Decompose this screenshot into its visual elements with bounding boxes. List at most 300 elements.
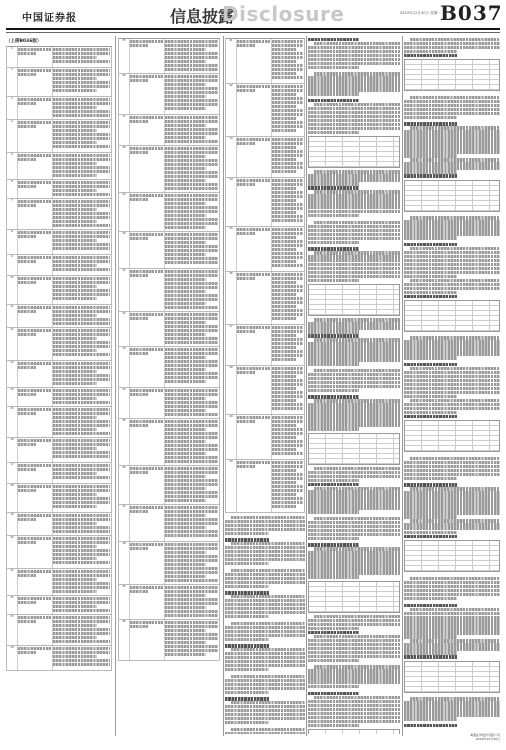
row-number: 42 — [226, 84, 237, 136]
text-line — [404, 647, 500, 650]
text-line — [231, 622, 305, 625]
text-line — [404, 46, 500, 49]
subheading — [404, 655, 457, 658]
text-line — [404, 515, 457, 518]
disclosure-table — [225, 38, 305, 513]
table-row — [7, 153, 112, 180]
text-line — [404, 597, 457, 600]
row-title — [129, 193, 165, 231]
text-line — [404, 585, 500, 588]
section-title: 信息披露 — [170, 7, 235, 26]
text-line — [225, 705, 305, 708]
text-line — [231, 516, 305, 519]
data-table — [404, 300, 500, 332]
subheading — [308, 334, 359, 337]
table-row — [119, 39, 220, 74]
table-row — [226, 39, 305, 84]
row-title — [17, 646, 53, 670]
subheading — [308, 395, 359, 398]
subheading — [308, 247, 359, 250]
text-line — [308, 84, 400, 87]
row-detail — [52, 305, 111, 327]
text-line — [404, 271, 500, 274]
subheading — [225, 697, 269, 700]
row-detail — [52, 388, 111, 406]
table-row — [119, 232, 220, 269]
text-line — [225, 524, 305, 527]
text-line — [308, 210, 400, 213]
row-detail — [271, 272, 304, 322]
text-line — [404, 713, 500, 716]
row-title — [129, 39, 165, 73]
row-detail — [164, 115, 219, 145]
row-detail — [52, 615, 111, 645]
row-detail — [52, 68, 111, 94]
table-row — [7, 120, 112, 153]
column-divider — [306, 36, 307, 736]
dateline: 2019年12月30日 星期一 — [400, 11, 441, 15]
row-title — [17, 484, 53, 512]
text-line — [404, 709, 500, 712]
row-number: 19 — [7, 513, 18, 535]
row-title — [17, 47, 53, 67]
row-detail — [164, 505, 219, 539]
row-title — [236, 84, 272, 136]
row-detail — [52, 180, 111, 198]
text-line — [404, 391, 500, 394]
text-line — [404, 651, 457, 654]
row-detail — [52, 153, 111, 179]
text-line — [410, 457, 500, 460]
row-detail — [164, 585, 219, 619]
row-number: 3 — [7, 97, 18, 119]
text-line — [308, 639, 400, 642]
text-line — [404, 267, 500, 270]
text-line — [404, 705, 500, 708]
text-line — [225, 603, 305, 606]
text-line — [308, 50, 400, 53]
row-number: 20 — [7, 536, 18, 568]
row-number: 34 — [119, 388, 130, 418]
text-line — [308, 92, 359, 95]
text-line — [404, 154, 457, 157]
text-line — [308, 131, 359, 134]
text-line — [308, 111, 400, 114]
row-number: 23 — [7, 615, 18, 645]
column-divider — [115, 36, 116, 736]
row-number: 6 — [7, 180, 18, 198]
text-line — [308, 194, 400, 197]
table-row — [7, 463, 112, 484]
table-row — [119, 419, 220, 466]
text-line — [308, 182, 359, 185]
text-line — [308, 88, 400, 91]
table-row — [119, 388, 220, 419]
data-table — [404, 59, 500, 91]
text-line — [308, 80, 400, 83]
text-line — [404, 263, 500, 266]
text-line — [404, 631, 500, 634]
text-line — [308, 241, 359, 244]
text-line — [308, 263, 400, 266]
body-text — [404, 38, 500, 727]
text-line — [308, 724, 359, 727]
text-line — [404, 255, 500, 258]
text-line — [308, 521, 400, 524]
row-title — [236, 460, 272, 512]
text-line — [404, 344, 500, 347]
text-line — [308, 563, 400, 566]
table-row — [7, 328, 112, 361]
text-line — [308, 655, 400, 658]
text-line — [308, 559, 400, 562]
row-number: 33 — [119, 347, 130, 387]
subheading — [404, 54, 457, 57]
text-line — [410, 336, 500, 339]
text-line — [308, 389, 359, 392]
text-line — [308, 427, 359, 430]
table-row — [7, 569, 112, 596]
row-detail — [164, 620, 219, 658]
text-line — [410, 487, 500, 490]
text-line — [308, 267, 400, 270]
row-title — [236, 178, 272, 226]
row-detail — [164, 232, 219, 266]
text-line — [225, 626, 305, 629]
text-line — [314, 635, 400, 638]
row-number: 32 — [119, 312, 130, 346]
text-line — [404, 589, 500, 592]
row-detail — [164, 542, 219, 584]
row-number: 10 — [7, 276, 18, 304]
row-title — [129, 585, 165, 619]
issuer-name: 海通证券股份有限公司 — [469, 733, 500, 737]
subheading — [308, 483, 359, 486]
subheading — [225, 644, 269, 647]
text-line — [410, 158, 500, 161]
row-number: 30 — [119, 232, 130, 268]
row-title — [129, 620, 165, 660]
table-row — [226, 84, 305, 137]
table-row — [7, 407, 112, 438]
row-title — [129, 74, 165, 114]
text-line — [308, 275, 400, 278]
text-line — [308, 669, 400, 672]
text-line — [308, 506, 400, 509]
text-line — [314, 517, 400, 520]
table-row — [7, 276, 112, 305]
text-line — [404, 138, 500, 141]
text-line — [225, 683, 305, 686]
text-line — [314, 318, 400, 321]
table-row — [7, 513, 112, 536]
subheading — [308, 543, 359, 546]
text-line — [308, 54, 400, 57]
row-title — [17, 407, 53, 437]
table-row — [119, 542, 220, 585]
text-line — [308, 342, 400, 345]
row-detail — [52, 536, 111, 566]
data-table — [308, 433, 400, 465]
text-line — [404, 581, 500, 584]
text-line — [225, 691, 269, 694]
text-line — [308, 381, 400, 384]
table-row — [7, 361, 112, 388]
text-line — [314, 696, 400, 699]
text-line — [404, 499, 500, 502]
text-line — [404, 50, 457, 53]
text-line — [225, 528, 305, 531]
row-title — [129, 232, 165, 268]
text-line — [404, 142, 500, 145]
row-title — [17, 120, 53, 152]
text-line — [308, 537, 359, 540]
column-4 — [308, 38, 400, 734]
text-line — [308, 202, 400, 205]
text-line — [308, 619, 400, 622]
text-line — [404, 531, 457, 534]
text-line — [225, 554, 305, 557]
text-line — [314, 369, 400, 372]
text-line — [308, 659, 359, 662]
row-detail — [52, 255, 111, 273]
text-line — [308, 551, 400, 554]
text-line — [314, 467, 400, 470]
text-line — [308, 555, 400, 558]
subheading — [404, 604, 457, 607]
subheading — [404, 243, 457, 246]
subheading — [308, 631, 359, 634]
row-number: 1 — [7, 47, 18, 67]
text-line — [404, 220, 500, 223]
text-line — [410, 697, 500, 700]
text-line — [404, 236, 457, 239]
row-detail — [164, 74, 219, 112]
text-line — [308, 119, 400, 122]
table-row — [7, 230, 112, 255]
row-detail — [164, 193, 219, 231]
text-line — [225, 577, 305, 580]
row-number: 5 — [7, 153, 18, 179]
row-detail — [52, 230, 111, 252]
text-line — [404, 116, 457, 119]
row-detail — [271, 137, 304, 175]
text-line — [308, 214, 359, 217]
text-line — [308, 407, 400, 410]
text-line — [404, 593, 500, 596]
text-line — [308, 385, 400, 388]
text-line — [314, 103, 400, 106]
text-line — [225, 732, 305, 734]
text-line — [225, 721, 269, 724]
text-line — [308, 502, 400, 505]
text-line — [404, 407, 500, 410]
text-line — [308, 259, 400, 262]
text-line — [404, 259, 500, 262]
row-number: 22 — [7, 596, 18, 614]
text-line — [404, 403, 500, 406]
row-title — [17, 276, 53, 304]
row-title — [17, 230, 53, 254]
text-line — [308, 58, 400, 61]
text-line — [308, 415, 400, 418]
text-line — [404, 228, 500, 231]
text-line — [308, 708, 400, 711]
newspaper-brand: 中国证券报 — [22, 13, 77, 24]
table-row — [119, 115, 220, 146]
row-number: 29 — [119, 193, 130, 231]
text-line — [308, 403, 400, 406]
text-line — [308, 681, 400, 684]
text-line — [225, 550, 305, 553]
text-line — [404, 503, 500, 506]
row-number: 17 — [7, 463, 18, 483]
row-number: 21 — [7, 569, 18, 595]
text-line — [225, 660, 305, 663]
text-line — [404, 134, 500, 137]
row-number: 47 — [226, 325, 237, 365]
text-line — [404, 232, 500, 235]
text-line — [308, 712, 400, 715]
section-title-en: Disclosure — [222, 2, 345, 26]
text-line — [231, 675, 305, 678]
row-title — [17, 536, 53, 568]
data-table — [308, 284, 400, 316]
text-line — [308, 567, 400, 570]
text-line — [404, 469, 500, 472]
row-number: 28 — [119, 146, 130, 192]
table-row — [119, 146, 220, 193]
text-line — [404, 162, 500, 165]
table-row — [119, 466, 220, 505]
text-line — [308, 225, 400, 228]
text-line — [308, 643, 400, 646]
row-number: 50 — [226, 460, 237, 512]
text-line — [308, 358, 400, 361]
text-line — [308, 62, 400, 65]
row-detail — [52, 199, 111, 229]
row-number: 8 — [7, 230, 18, 254]
text-line — [404, 411, 457, 414]
text-line — [308, 178, 400, 181]
row-title — [17, 255, 53, 275]
row-title — [17, 328, 53, 360]
row-number: 24 — [7, 646, 18, 670]
text-line — [225, 573, 305, 576]
text-line — [308, 677, 400, 680]
row-detail — [52, 484, 111, 510]
text-line — [308, 237, 400, 240]
disclosure-table — [118, 38, 220, 661]
subheading — [308, 692, 359, 695]
row-detail — [271, 325, 304, 363]
text-line — [308, 206, 400, 209]
text-line — [225, 668, 269, 671]
subheading — [404, 174, 457, 177]
text-line — [314, 170, 400, 173]
text-line — [308, 326, 400, 329]
column-divider — [402, 36, 403, 736]
text-line — [308, 66, 359, 69]
row-title — [236, 415, 272, 459]
row-number: 39 — [119, 585, 130, 619]
row-title — [236, 272, 272, 324]
row-detail — [52, 47, 111, 65]
row-detail — [52, 120, 111, 150]
text-line — [308, 127, 400, 130]
table-row — [226, 325, 305, 366]
signature-block — [440, 733, 500, 741]
row-title — [236, 325, 272, 365]
subheading — [308, 186, 359, 189]
text-line — [308, 529, 400, 532]
row-number: 25 — [119, 39, 130, 73]
text-line — [404, 701, 500, 704]
text-line — [225, 558, 305, 561]
text-line — [308, 475, 400, 478]
text-line — [308, 354, 400, 357]
table-row — [7, 199, 112, 230]
row-title — [129, 505, 165, 541]
table-row — [7, 388, 112, 407]
text-line — [225, 638, 269, 641]
text-line — [404, 287, 500, 290]
row-title — [236, 227, 272, 271]
text-line — [308, 174, 400, 177]
row-number: 2 — [7, 68, 18, 96]
table-row — [119, 585, 220, 620]
text-line — [404, 375, 500, 378]
row-detail — [52, 276, 111, 302]
text-line — [308, 700, 400, 703]
text-line — [308, 229, 400, 232]
text-line — [404, 283, 500, 286]
text-line — [225, 664, 305, 667]
table-row — [7, 68, 112, 97]
row-title — [17, 388, 53, 406]
text-line — [308, 490, 400, 493]
text-line — [404, 170, 457, 173]
row-title — [17, 569, 53, 595]
body-text — [308, 38, 400, 734]
text-line — [308, 494, 400, 497]
row-title — [129, 466, 165, 504]
row-detail — [52, 328, 111, 358]
text-line — [314, 190, 400, 193]
table-row — [7, 596, 112, 615]
row-title — [17, 199, 53, 229]
text-line — [314, 615, 400, 618]
row-title — [17, 153, 53, 179]
text-line — [225, 717, 305, 720]
row-detail — [271, 178, 304, 224]
text-line — [404, 395, 457, 398]
text-line — [231, 595, 305, 598]
text-line — [225, 611, 305, 614]
text-line — [314, 338, 400, 341]
row-number: 18 — [7, 484, 18, 512]
column-3 — [225, 38, 305, 734]
text-line — [404, 627, 500, 630]
text-line — [404, 717, 457, 720]
text-line — [225, 713, 305, 716]
text-line — [308, 623, 400, 626]
text-line — [404, 383, 500, 386]
subheading — [225, 591, 269, 594]
text-line — [225, 546, 305, 549]
row-detail — [271, 227, 304, 269]
text-line — [410, 639, 500, 642]
